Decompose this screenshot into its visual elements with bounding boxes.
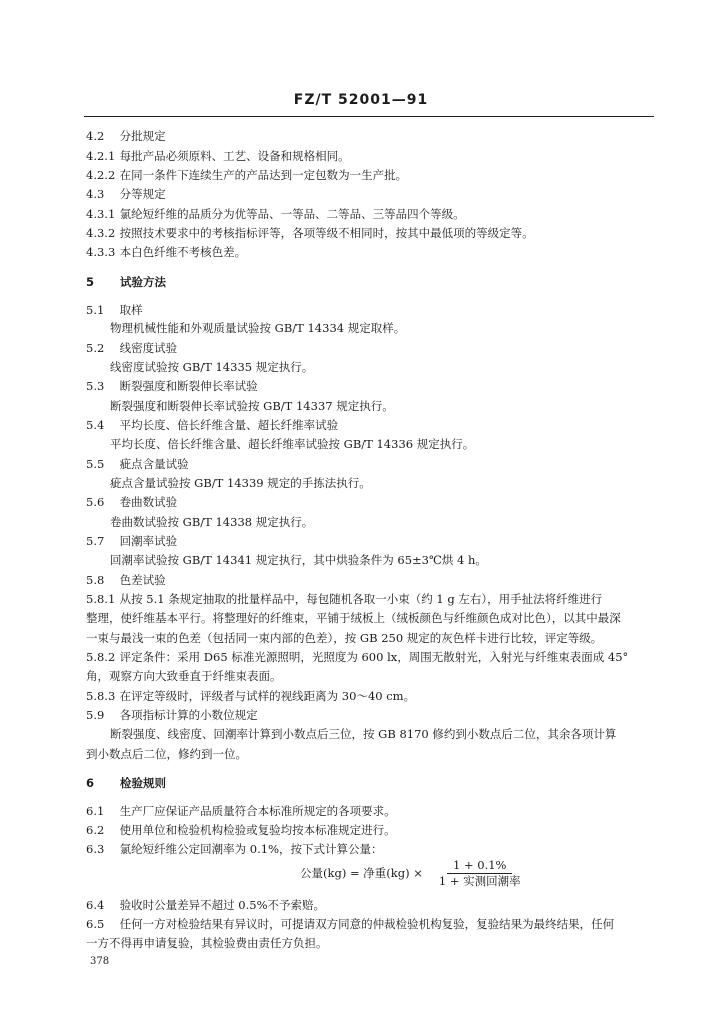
formula-numerator: 1 + 0.1% [447, 858, 512, 874]
section-6-5-cont: 一方不得再申请复验，其检验费由责任方负担。 [86, 936, 328, 950]
clause-5-8-2: 5.8.2 评定条件：采用 D65 标准光源照明，光照度为 600 lx，周围无散射光，入射光与纤维束表面成 45° [86, 650, 629, 664]
clause-5-8-1-cont-1: 整理，使纤维基本平行。将整理好的纤维束，平铺于绒板上（绒板颜色与纤维颜色成对比色），以其中最深 [86, 611, 621, 625]
section-5-4-text: 平均长度、倍长纤维含量、超长纤维率试验按 GB/T 14336 规定执行。 [110, 437, 475, 451]
section-4-3: 4.3 分等规定 [86, 187, 166, 201]
section-5-1-text: 物理机械性能和外观质量试验按 GB/T 14334 规定取样。 [110, 321, 406, 335]
clause-5-8-2-cont: 角，观察方向大致垂直于纤维束表面。 [86, 669, 282, 683]
page-number: 378 [90, 956, 110, 967]
clause-4-3-2: 4.3.2 按照技术要求中的考核指标评等，各项等级不相同时，按其中最低项的等级定等。 [86, 226, 534, 240]
section-5-1: 5.1 取样 [86, 303, 143, 317]
section-5-5-text: 疵点含量试验按 GB/T 14339 规定的手拣法执行。 [110, 476, 371, 490]
conditioned-weight-formula [300, 858, 527, 888]
section-6-3: 6.3 氯纶短纤维公定回潮率为 0.1%，按下式计算公量： [86, 842, 383, 856]
section-5-8: 5.8 色差试验 [86, 573, 166, 587]
chapter-5-heading: 5 试验方法 [86, 275, 167, 289]
section-6-4: 6.4 验收时公量差异不超过 0.5%不予索赔。 [86, 898, 326, 912]
section-6-2: 6.2 使用单位和检验机构检验或复验均按本标准规定进行。 [86, 823, 396, 837]
section-5-4: 5.4 平均长度、倍长纤维含量、超长纤维率试验 [86, 418, 339, 432]
section-4-2: 4.2 分批规定 [86, 129, 166, 143]
clause-4-3-3: 4.3.3 本白色纤维不考核色差。 [86, 245, 247, 259]
section-5-9-cont: 到小数点后二位，修约到一位。 [86, 747, 247, 761]
section-5-3-text: 断裂强度和断裂伸长率试验按 GB/T 14337 规定执行。 [110, 399, 394, 413]
section-6-5: 6.5 任何一方对检验结果有异议时，可提请双方同意的仲裁检验机构复验，复验结果为最终结果，任何 [86, 917, 615, 931]
section-5-9-text: 断裂强度、线密度、回潮率计算到小数点后三位，按 GB 8170 修约到小数点后二位，其余各项计算 [110, 727, 617, 741]
section-6-1: 6.1 生产厂应保证产品质量符合本标准所规定的各项要求。 [86, 804, 396, 818]
section-5-7: 5.7 回潮率试验 [86, 534, 178, 548]
formula-denominator: 1 + 实测回潮率 [438, 873, 521, 888]
formula-lhs: 公量(kg) = 净重(kg) × [300, 866, 423, 880]
clause-4-3-1: 4.3.1 氯纶短纤维的品质分为优等品、一等品、二等品、三等品四个等级。 [86, 207, 465, 221]
section-5-7-text: 回潮率试验按 GB/T 14341 规定执行，其中烘验条件为 65±3℃烘 4 h。 [110, 553, 487, 567]
section-5-2-text: 线密度试验按 GB/T 14335 规定执行。 [110, 360, 314, 374]
clause-4-2-2: 4.2.2 在同一条件下连续生产的产品达到一定包数为一生产批。 [86, 168, 408, 182]
section-5-6-text: 卷曲数试验按 GB/T 14338 规定执行。 [110, 515, 314, 529]
clause-5-8-3: 5.8.3 在评定等级时，评级者与试样的视线距离为 30～40 cm。 [86, 689, 416, 703]
section-5-5: 5.5 疵点含量试验 [86, 457, 189, 471]
document-header: FZ/T 52001—91 [293, 92, 429, 108]
clause-5-8-1-cont-2: 一束与最浅一束的色差（包括同一束内部的色差），按 GB 250 规定的灰色样卡进行比较，评定等级。 [86, 631, 603, 645]
section-5-6: 5.6 卷曲数试验 [86, 495, 178, 509]
formula-fraction [433, 858, 527, 889]
clause-5-8-1: 5.8.1 从按 5.1 条规定抽取的批量样品中，每包随机各取一小束（约 1 g 左右），用手扯法将纤维进行 [86, 592, 603, 606]
section-5-2: 5.2 线密度试验 [86, 341, 178, 355]
chapter-6-heading: 6 检验规则 [86, 776, 167, 790]
header-rule [84, 116, 654, 117]
section-5-3: 5.3 断裂强度和断裂伸长率试验 [86, 379, 258, 393]
section-5-9: 5.9 各项指标计算的小数位规定 [86, 708, 258, 722]
clause-4-2-1: 4.2.1 每批产品必须原料、工艺、设备和规格相同。 [86, 149, 350, 163]
